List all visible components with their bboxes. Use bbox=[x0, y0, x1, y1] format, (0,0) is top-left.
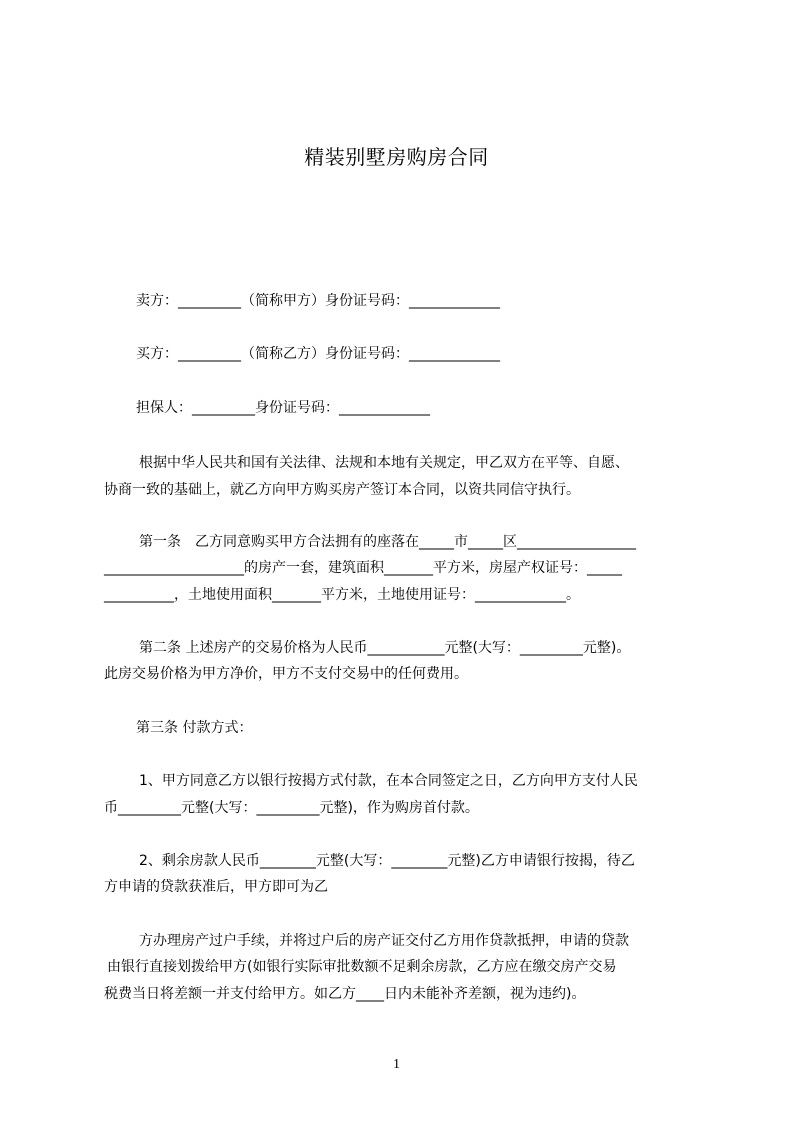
payment-item-2-line-1: 2、剩余房款人民币________元整(大写：________元整)乙方申请银行按揭，待乙 bbox=[139, 853, 635, 869]
article-2-line-1: 第二条 上述房产的交易价格为人民币___________元整(大写：_________元整)。 bbox=[139, 640, 631, 656]
payment-item-2-line-2: 方申请的贷款获准后，甲方即可为乙 bbox=[104, 879, 328, 895]
payment-item-1-line-2: 币_________元整(大写：_________元整)，作为购房首付款。 bbox=[104, 800, 479, 816]
seller-line: 卖方：_________（简称甲方）身份证号码：_____________ bbox=[136, 293, 500, 309]
article-3-heading: 第三条 付款方式： bbox=[136, 720, 253, 736]
preamble-line-2: 协商一致的基础上，就乙方向甲方购买房产签订本合同，以资共同信守执行。 bbox=[104, 482, 580, 498]
payment-item-1-line-1: 1、甲方同意乙方以银行按揭方式付款，在本合同签定之日，乙方向甲方支付人民 bbox=[139, 773, 638, 789]
preamble-line-1: 根据中华人民共和国有关法律、法规和本地有关规定，甲乙双方在平等、自愿、 bbox=[139, 455, 629, 471]
document-title: 精装别墅房购房合同 bbox=[304, 145, 489, 169]
page-number: 1 bbox=[393, 1057, 400, 1072]
payment-continuation-line-1: 方办理房产过户手续，并将过户后的房产证交付乙方用作贷款抵押，申请的贷款 bbox=[139, 933, 629, 949]
guarantor-line: 担保人：_________身份证号码：_____________ bbox=[136, 400, 430, 416]
buyer-line: 买方：_________（简称乙方）身份证号码：_____________ bbox=[136, 346, 500, 362]
article-1-line-1: 第一条 乙方同意购买甲方合法拥有的座落在_____市_____区_________________ bbox=[139, 534, 636, 550]
payment-continuation-line-3: 税费当日将差额一并支付给甲方。如乙方____日内未能补齐差额，视为违约)。 bbox=[104, 986, 586, 1002]
article-2-line-2: 此房交易价格为甲方净价，甲方不支付交易中的任何费用。 bbox=[104, 666, 468, 682]
payment-continuation-line-2: 由银行直接划拨给甲方(如银行实际审批数额不足剩余房款，乙方应在缴交房产交易 bbox=[107, 959, 617, 975]
article-1-line-2: ____________________的房产一套，建筑面积_______平方米，房屋产权证号：_____ bbox=[104, 560, 622, 576]
article-1-line-3: __________，土地使用面积_______平方米，土地使用证号：_____________。 bbox=[104, 587, 580, 603]
